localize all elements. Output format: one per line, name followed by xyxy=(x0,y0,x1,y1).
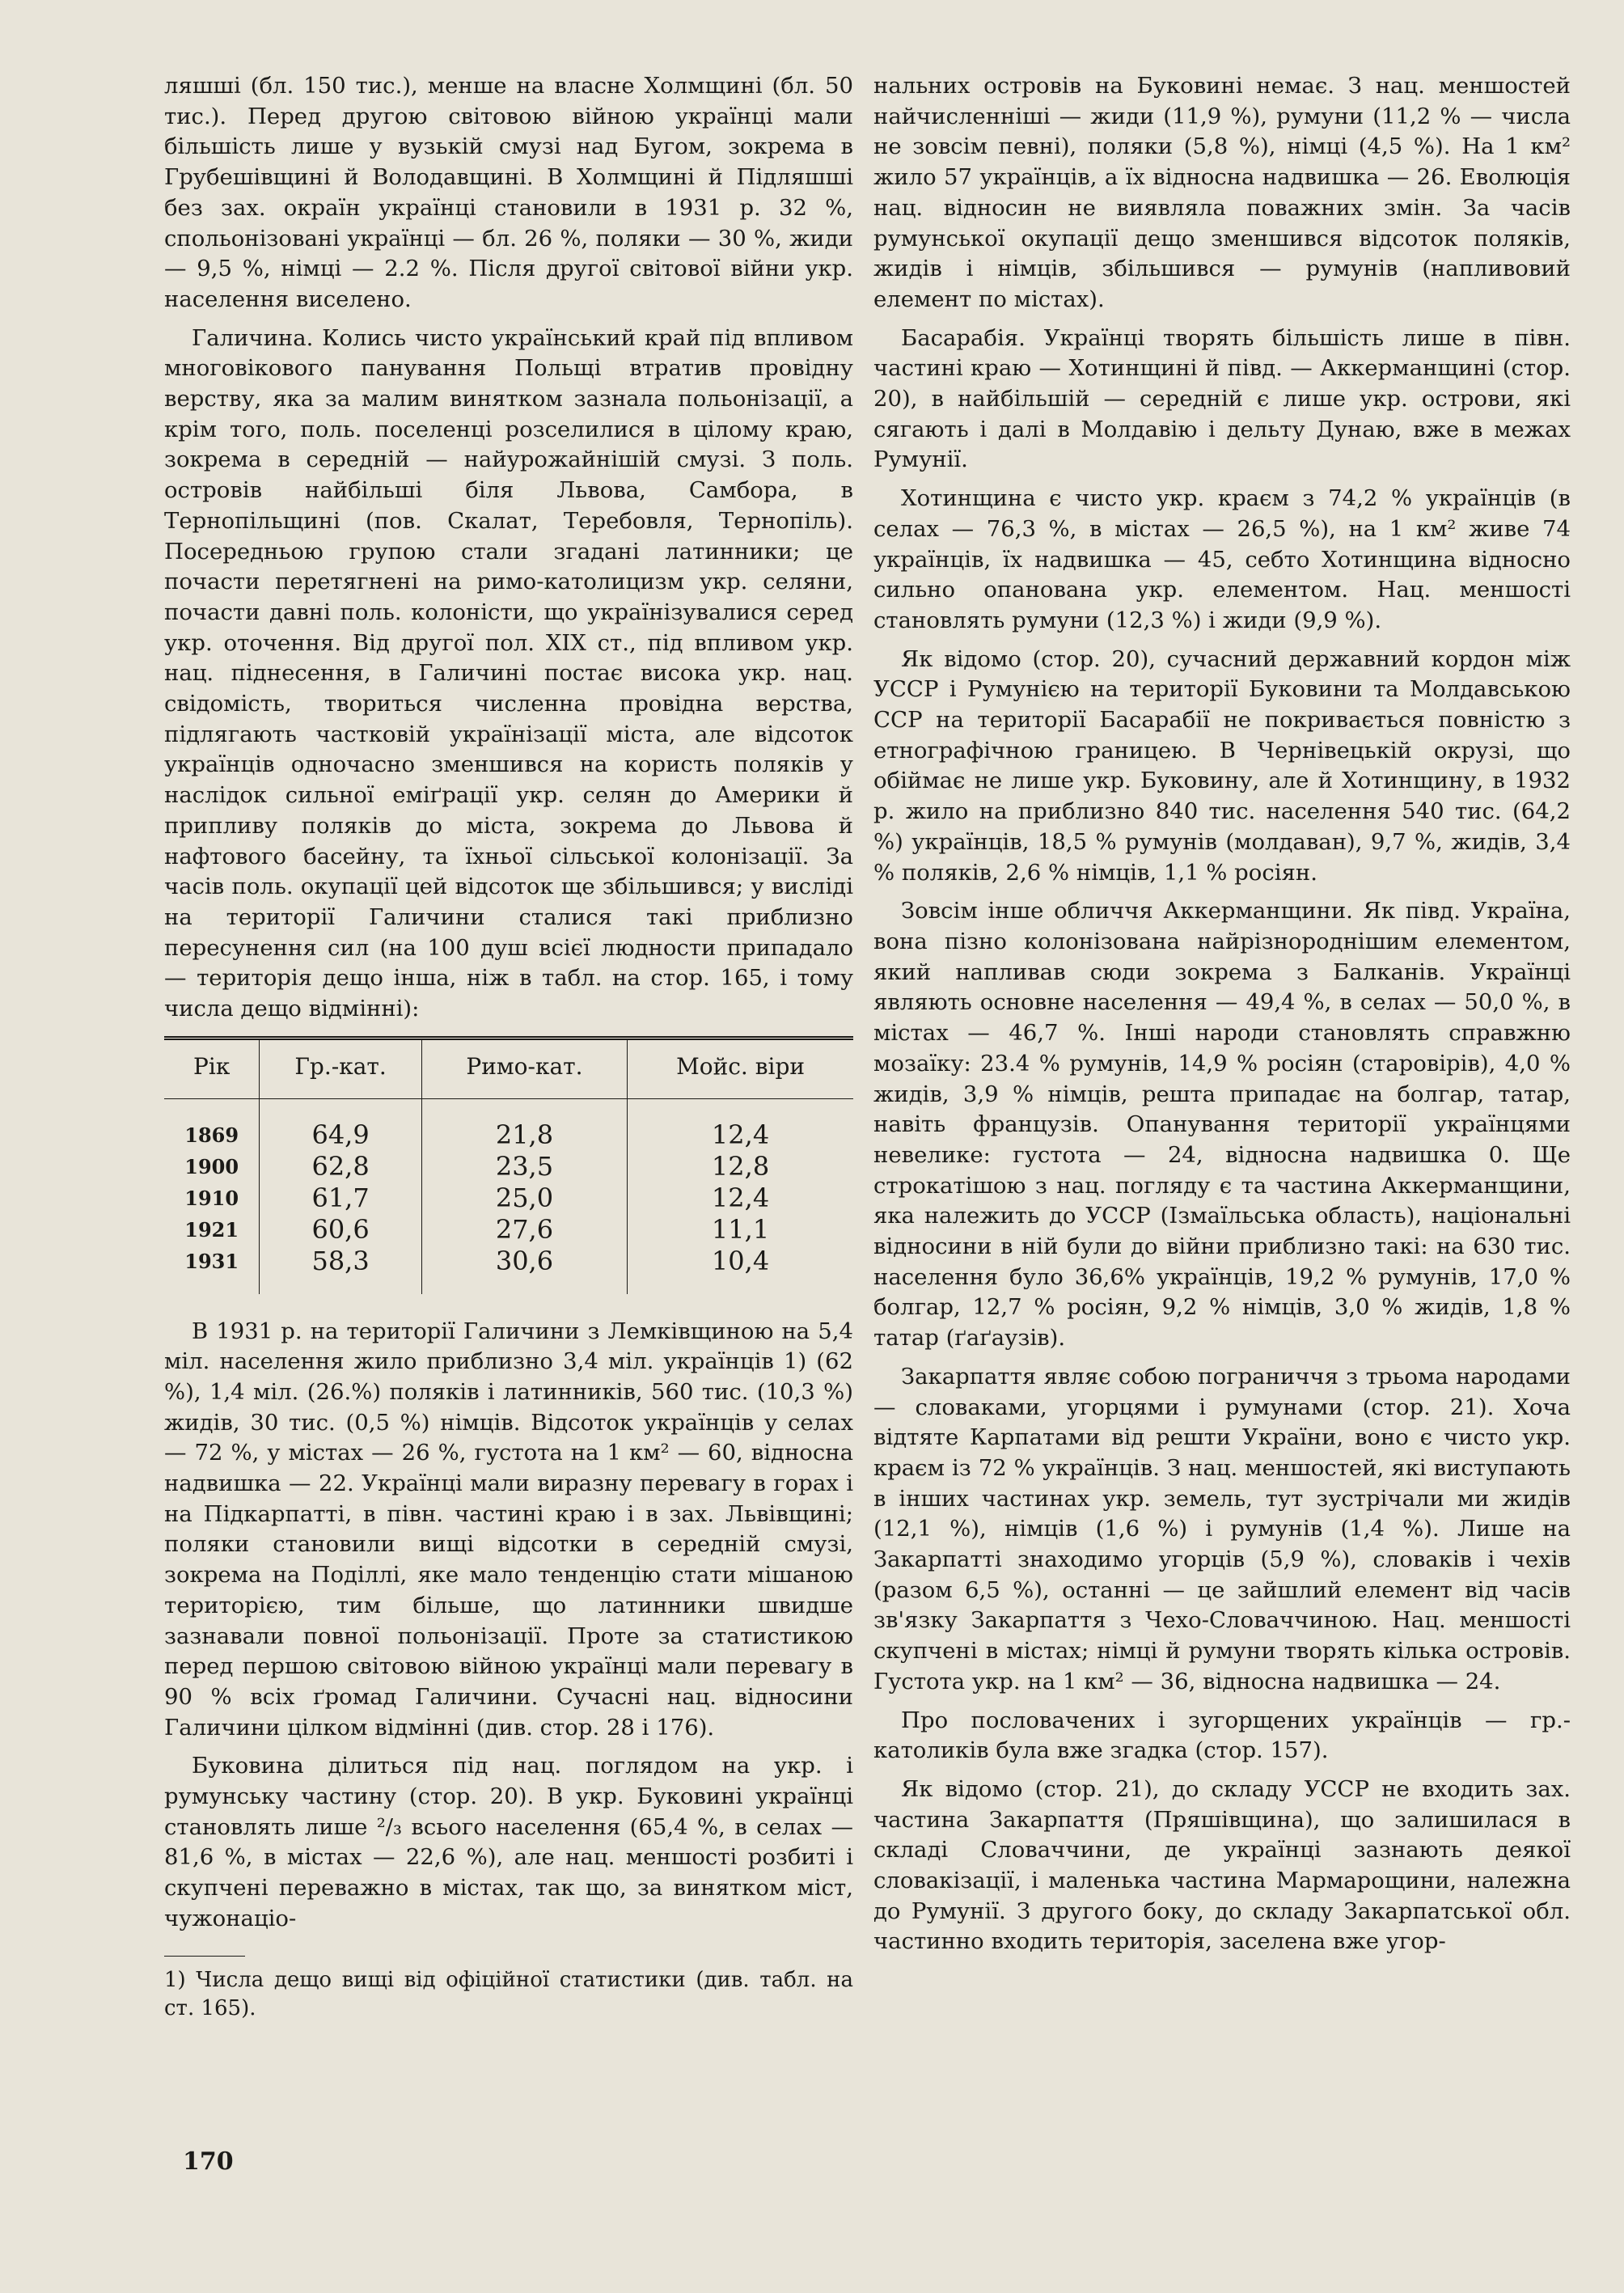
paragraph-kholmshchyna: ляшші (бл. 150 тис.), менше на власне Холмщині (бл. 50 тис.). Перед другою світовою війною українці мали більшість лише у вузькій смузі над Бугом, зокрема в Грубешівщині й Володавщині. В Холмщині й Підляшші без зах. окраїн українці становили в 1931 р. 32 %, спольонізовані українці — бл. 26 %, поляки — 30 %, жиди — 9,5 %, німці — 2.2 %. Після другої світової війни укр. населення виселено. xyxy=(164,73,853,312)
paragraph-zakarpattia: Закарпаття являє собою пограниччя з трьома народами — словаками, угорцями і румунами (стор. 21). Хоча відтяте Карпатами від решти України, воно є чисто укр. краєм із 72 % українців. З нац. меншостей, які виступають в інших частинах укр. земель, тут зустрічали ми жидів (12,1 %), німців (1,6 %) і румунів (1,4 %). Лише на Закарпатті знаходимо угорців (5,9 %), словаків і чехів (разом 6,5 %), останні — це зайшлий елемент від часів зв'язку Закарпаття з Чехо-Словаччиною. Нац. меншості скупчені в містах; німці й румуни творять кілька островів. Густота укр. на 1 км² — 36, відносна надвишка — 24. xyxy=(873,1363,1571,1694)
paragraph-slovakized: Про пословачених і зугорщених українців — гр.-католиків була вже згадка (стор. 157). xyxy=(873,1707,1571,1764)
table-cell: 1869 xyxy=(184,1123,239,1148)
table-cell: 62,8 xyxy=(260,1152,421,1183)
footnote-divider xyxy=(164,1956,245,1957)
table-cell: 12,8 xyxy=(628,1152,853,1183)
right-column xyxy=(873,71,1571,1957)
paragraph-akkermanshchyna: Зовсім інше обличчя Аккерманщини. Як півд. Україна, вона пізно колонізована найрізнороднішим елементом, який напливав сюди зокрема з Балканів. Українці являють основне населення — 49,4 %, в селах — 50,0 %, в містах — 46,7 %. Інші народи становлять справжню мозаїку: 23.4 % румунів, 14,9 % росіян (старовірів), 4,0 % жидів, 3,9 % німців, решта припадає на болгар, татар, навіть французів. Опанування території українцями невелике: густота — 24, відносна надвишка 0. Ще строкатішою з нац. погляду є та частина Аккерманщини, яка належить до УССР (Ізмаїльська область), національні відносини в ній були до війни приблизно такі: на 630 тис. населення було 36,6% українців, 19,2 % румунів, 17,0 % болгар, 12,7 % росіян, 9,2 % німців, 3,0 % жидів, 1,8 % татар (ґаґаузів). xyxy=(873,898,1571,1352)
table-row xyxy=(164,1215,853,1246)
page-number: 170 xyxy=(183,2147,234,2176)
table-cell: 1910 xyxy=(184,1187,239,1211)
left-column xyxy=(164,71,853,2023)
religion-stats-table xyxy=(164,1036,853,1294)
column-header-roman-catholic: Римо-кат. xyxy=(421,1038,627,1098)
table-cell: 64,9 xyxy=(260,1098,421,1152)
table-cell: 1900 xyxy=(184,1155,239,1179)
table-cell: 58,3 xyxy=(260,1246,421,1294)
paragraph-halychyna: Галичина. Колись чисто український край під впливом многовікового панування Польщі втратив провідну верству, яка за малим винятком зазнала польонізації, а крім того, поль. поселенці розселилися в цілому краю, зокрема в середній — найурожайнішій смузі. З поль. островів найбільші біля Львова, Самбора, в Тернопільщині (пов. Скалат, Теребовля, Тернопіль). Посередньою групою стали згадані латинники; це почасти перетягнені на римо-католицизм укр. селяни, почасти давні поль. колоністи, що українізувалися серед укр. оточення. Від другої пол. XIX ст., під впливом укр. нац. піднесення, в Галичині постає висока укр. нац. свідомість, твориться численна провідна верства, підлягають частковій українізації міста, але відсоток українців одночасно зменшився на користь поляків у наслідок сильної еміґрації укр. селян до Америки й припливу поляків до міста, зокрема до Львова й нафтового басейну, та їхньої сільської колонізації. За часів поль. окупації цей відсоток ще збільшився; у висліді на території Галичини сталися такі приблизно пересунення сил (на 100 душ всієї людности припадало — територія дещо інша, ніж в табл. на стор. 165, і тому числа дещо відмінні): xyxy=(164,324,853,1022)
table-cell: 1921 xyxy=(184,1218,239,1242)
paragraph-uhorska-rus: Як відомо (стор. 21), до складу УССР не входить зах. частина Закарпаття (Пряшівщина), що залишилася в складі Словаччини, де українці зазнають деякої словакізації, і маленька частина Мармарощини, належна до Румунії. З другого боку, до складу Закарпатської обл. частинно входить територія, заселена вже угор- xyxy=(873,1775,1571,1955)
paragraph-khotynshchyna: Хотинщина є чисто укр. краєм з 74,2 % українців (в селах — 76,3 %, в містах — 26,5 %), на 1 км² живе 74 українців, їх надвишка — 45, себто Хотинщина відносно сильно опанована укр. елементом. Нац. меншості становлять румуни (12,3 %) і жиди (9,9 %). xyxy=(873,485,1571,633)
table-cell: 23,5 xyxy=(421,1152,627,1183)
table-row xyxy=(164,1152,853,1183)
paragraph-halychyna-1931: В 1931 р. на території Галичини з Лемківщиною на 5,4 міл. населення жило приблизно 3,4 міл. українців 1) (62 %), 1,4 міл. (26.%) поляків і латинників, 560 тис. (10,3 %) жидів, 30 тис. (0,5 %) німців. Відсоток українців у селах — 72 %, у містах — 26 %, густота на 1 км² — 60, відносна надвишка — 22. Українці мали виразну перевагу в горах і на Підкарпатті, в півн. частині краю і в зах. Львівщині; поляки становили вищі відсотки в середній смузі, зокрема на Поділлі, яке мало тенденцію стати мішаною територією, тим більше, що латинники швидше зазнавали повної польонізації. Проте за статистикою перед першою світовою війною українці мали перевагу в 90 % всіх ґромад Галичини. Сучасні нац. відносини Галичини цілком відмінні (див. стор. 28 і 176). xyxy=(164,1318,853,1741)
table-cell: 12,4 xyxy=(628,1183,853,1215)
table-cell: 10,4 xyxy=(628,1246,853,1294)
column-header-jewish: Мойс. віри xyxy=(628,1038,853,1098)
column-header-greek-catholic: Гр.-кат. xyxy=(260,1038,421,1098)
table-row xyxy=(164,1246,853,1294)
table-cell: 1931 xyxy=(184,1250,239,1274)
footnote: 1) Числа дещо вищі від офіційної статистики (див. табл. на ст. 165). xyxy=(164,1967,853,2020)
table-header-row xyxy=(164,1038,853,1098)
column-header-year: Рік xyxy=(164,1038,260,1098)
paragraph-bukovyna: Буковина ділиться під нац. поглядом на укр. і румунську частину (стор. 20). В укр. Буковині українці становлять лише ²/₃ всього населення (65,4 %, в селах — 81,6 %, в містах — 22,6 %), але нац. меншості розбиті і скупчені переважно в містах, так що, за винятком міст, чужонаціо- xyxy=(164,1753,853,1931)
paragraph-border: Як відомо (стор. 20), сучасний державний кордон між УССР і Румунією на території Буковини та Молдавською ССР на території Басарабії не покривається повністю з етнографічною границею. В Чернівецькій окрузі, що обіймає не лише укр. Буковину, але й Хотинщину, в 1932 р. жило на приблизно 840 тис. населення 540 тис. (64,2 %) українців, 18,5 % румунів (молдаван), 9,7 %, жидів, 3,4 % поляків, 2,6 % німців, 1,1 % росіян. xyxy=(873,645,1571,886)
table-cell: 60,6 xyxy=(260,1215,421,1246)
table-cell: 11,1 xyxy=(628,1215,853,1246)
table-cell: 25,0 xyxy=(421,1183,627,1215)
table-cell: 21,8 xyxy=(421,1098,627,1152)
table-cell: 61,7 xyxy=(260,1183,421,1215)
paragraph-basarabia: Басарабія. Українці творять більшість лише в півн. частині краю — Хотинщині й півд. — Аккерманщині (стор. 20), в найбільшій — середній є лише укр. острови, які сягають і далі в Молдавію і дельту Дунаю, вже в межах Румунії. xyxy=(873,324,1571,473)
table-row xyxy=(164,1183,853,1215)
table-row xyxy=(164,1098,853,1152)
table-cell: 30,6 xyxy=(421,1246,627,1294)
table-cell: 12,4 xyxy=(628,1098,853,1152)
table-cell: 27,6 xyxy=(421,1215,627,1246)
paragraph-bukovyna-cont: нальних островів на Буковині немає. З нац. меншостей найчисленніші — жиди (11,9 %), румуни (11,2 % — числа не зовсім певні), поляки (5,8 %), німці (4,5 %). На 1 км² жило 57 українців, а їх відносна надвишка — 26. Еволюція нац. відносин не виявляла поважних змін. За часів румунської окупації дещо зменшився відсоток поляків, жидів і німців, збільшився — румунів (напливовий елемент по містах). xyxy=(873,73,1571,312)
